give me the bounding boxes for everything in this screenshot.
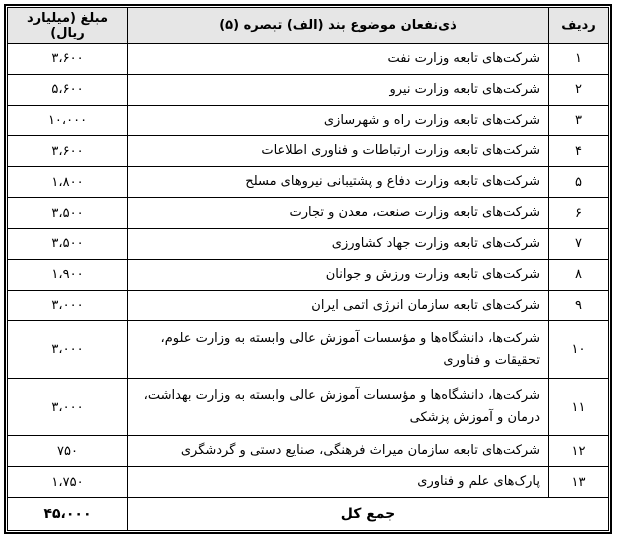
row-amount: ۳،۵۰۰	[8, 228, 128, 259]
row-description: شرکت‌های تابعه وزارت راه و شهرسازی	[128, 105, 549, 136]
row-amount: ۱۰،۰۰۰	[8, 105, 128, 136]
table-row	[8, 378, 609, 435]
row-index: ۴	[549, 136, 609, 167]
row-description: شرکت‌های تابعه وزارت ورزش و جوانان	[128, 259, 549, 290]
row-description: شرکت‌های تابعه وزارت جهاد کشاورزی	[128, 228, 549, 259]
row-description: شرکت‌ها، دانشگاه‌ها و مؤسسات آموزش عالی وابسته به وزارت بهداشت، درمان و آموزش پزشکی	[128, 378, 549, 435]
header-row	[8, 8, 609, 44]
row-description: شرکت‌های تابعه وزارت نفت	[128, 44, 549, 75]
total-label: جمع کل	[128, 497, 609, 530]
table-row	[8, 228, 609, 259]
row-amount: ۳،۰۰۰	[8, 290, 128, 321]
row-description: پارک‌های علم و فناوری	[128, 467, 549, 498]
row-amount: ۱،۷۵۰	[8, 467, 128, 498]
row-amount: ۵،۶۰۰	[8, 74, 128, 105]
row-amount: ۳،۰۰۰	[8, 321, 128, 378]
table-row	[8, 74, 609, 105]
header-index: ردیف	[549, 8, 609, 44]
row-index: ۶	[549, 198, 609, 229]
row-index: ۱۰	[549, 321, 609, 378]
row-description: شرکت‌های تابعه وزارت دفاع و پشتیبانی نیروهای مسلح	[128, 167, 549, 198]
table-row	[8, 198, 609, 229]
total-row	[8, 497, 609, 530]
row-amount: ۳،۶۰۰	[8, 136, 128, 167]
table-row	[8, 44, 609, 75]
row-index: ۱	[549, 44, 609, 75]
table-row	[8, 259, 609, 290]
table-row	[8, 167, 609, 198]
row-amount: ۳،۵۰۰	[8, 198, 128, 229]
row-description: شرکت‌های تابعه وزارت صنعت، معدن و تجارت	[128, 198, 549, 229]
total-amount: ۴۵،۰۰۰	[8, 497, 128, 530]
row-index: ۱۲	[549, 436, 609, 467]
row-amount: ۱،۹۰۰	[8, 259, 128, 290]
row-amount: ۳،۶۰۰	[8, 44, 128, 75]
row-index: ۱۱	[549, 378, 609, 435]
row-index: ۸	[549, 259, 609, 290]
row-index: ۲	[549, 74, 609, 105]
budget-table	[7, 7, 609, 531]
row-description: شرکت‌های تابعه وزارت ارتباطات و فناوری اطلاعات	[128, 136, 549, 167]
row-description: شرکت‌های تابعه سازمان میراث فرهنگی، صنایع دستی و گردشگری	[128, 436, 549, 467]
row-index: ۳	[549, 105, 609, 136]
header-amount: مبلغ (میلیارد ریال)	[8, 8, 128, 44]
row-index: ۵	[549, 167, 609, 198]
table-row	[8, 321, 609, 378]
row-description: شرکت‌ها، دانشگاه‌ها و مؤسسات آموزش عالی وابسته به وزارت علوم، تحقیقات و فناوری	[128, 321, 549, 378]
table-row	[8, 436, 609, 467]
row-amount: ۷۵۰	[8, 436, 128, 467]
table-row	[8, 290, 609, 321]
row-amount: ۱،۸۰۰	[8, 167, 128, 198]
row-description: شرکت‌های تابعه سازمان انرژی اتمی ایران	[128, 290, 549, 321]
row-index: ۷	[549, 228, 609, 259]
row-index: ۱۳	[549, 467, 609, 498]
row-description: شرکت‌های تابعه وزارت نیرو	[128, 74, 549, 105]
table-row	[8, 467, 609, 498]
row-index: ۹	[549, 290, 609, 321]
table-row	[8, 136, 609, 167]
header-description: ذی‌نفعان موضوع بند (الف) تبصره (۵)	[128, 8, 549, 44]
table-row	[8, 105, 609, 136]
row-amount: ۳،۰۰۰	[8, 378, 128, 435]
